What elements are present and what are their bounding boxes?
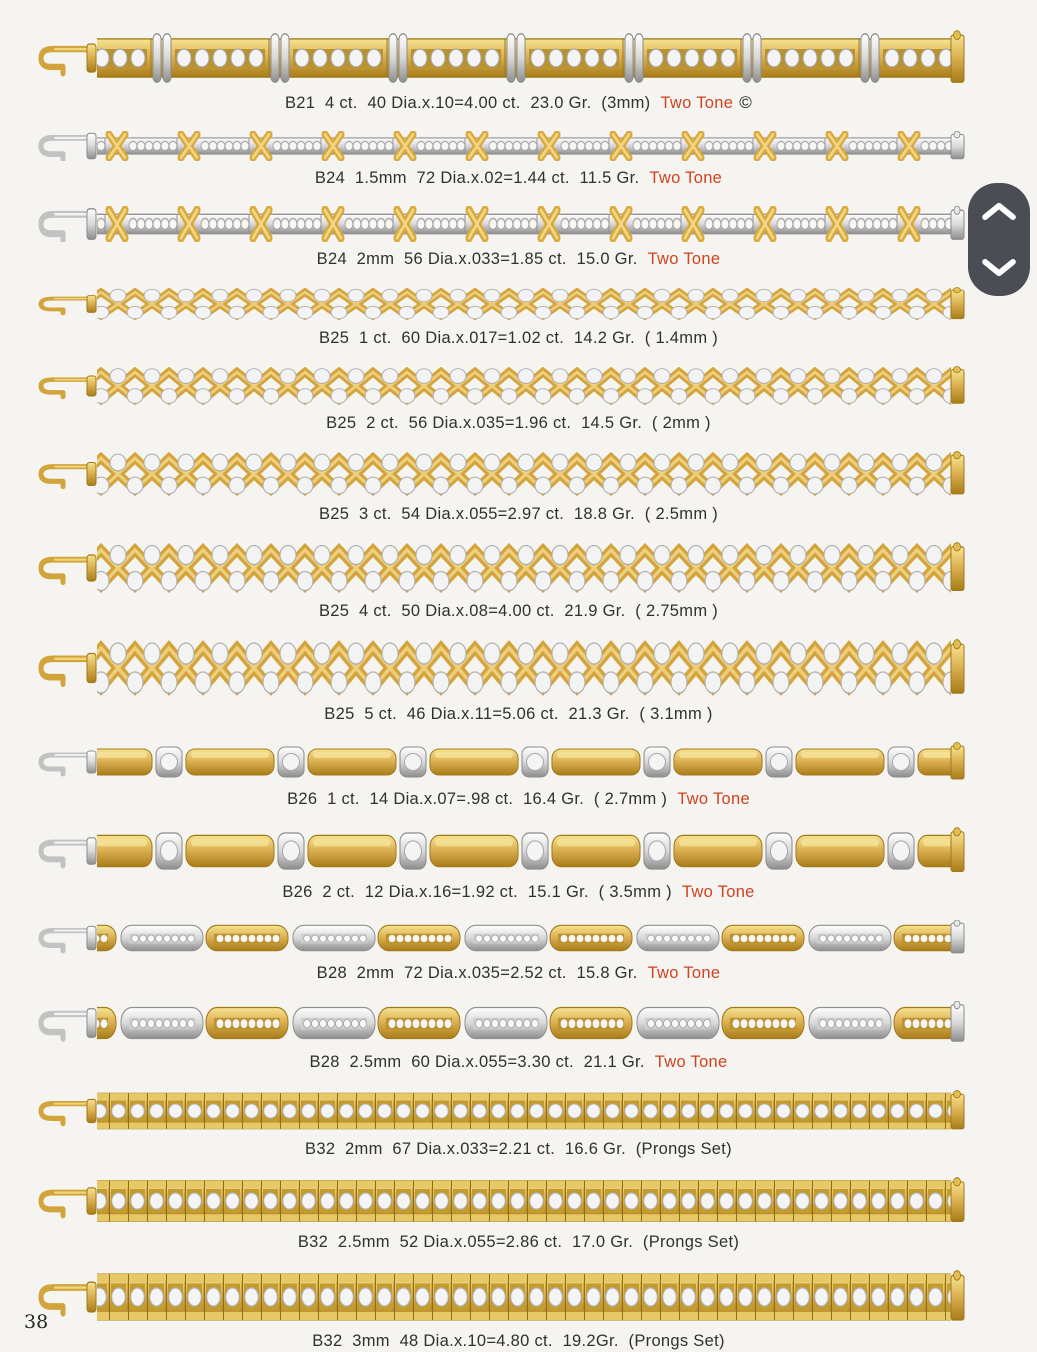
caption-text: B24 2mm 56 Dia.x.033=1.85 ct. 15.0 Gr. — [316, 250, 638, 268]
product-row-b24-2 — [0, 206, 1037, 270]
product-row-b21 — [0, 30, 1037, 114]
bracelet-b26-image — [33, 742, 978, 782]
caption-text: B21 4 ct. 40 Dia.x.10=4.00 ct. 23.0 Gr. (3mm) — [284, 94, 651, 112]
product-caption — [315, 167, 722, 189]
product-row-b26-2 — [0, 827, 1037, 903]
two-tone-label: Two Tone — [647, 250, 721, 268]
copyright-mark: © — [739, 93, 753, 112]
bracelet-b25-image — [33, 287, 978, 321]
product-caption — [319, 503, 718, 525]
caption-text: B25 2 ct. 56 Dia.x.035=1.96 ct. 14.5 Gr. ( 2mm ) — [326, 414, 711, 432]
two-tone-label: Two Tone — [654, 1053, 728, 1071]
caption-text: B25 3 ct. 54 Dia.x.055=2.97 ct. 18.8 Gr. ( 2.5mm ) — [318, 505, 719, 523]
product-caption — [312, 1330, 725, 1352]
scroll-widget — [968, 183, 1030, 296]
product-row-b25-3 — [0, 451, 1037, 525]
caption-text: B28 2.5mm 60 Dia.x.055=3.30 ct. 21.1 Gr. — [309, 1053, 645, 1071]
two-tone-label: Two Tone — [647, 964, 721, 982]
bracelet-b26-image — [33, 827, 978, 875]
caption-text: B26 1 ct. 14 Dia.x.07=.98 ct. 16.4 Gr. ( 2.7mm ) — [287, 790, 668, 808]
product-row-b26-1 — [0, 742, 1037, 810]
bracelet-b21-image — [33, 30, 978, 86]
bracelet-b25-image — [33, 366, 978, 406]
bracelet-b32-image — [33, 1090, 978, 1132]
product-row-b25-5 — [0, 639, 1037, 725]
scroll-down-button[interactable] — [968, 254, 1030, 282]
caption-text: B24 1.5mm 72 Dia.x.02=1.44 ct. 11.5 Gr. — [314, 169, 640, 187]
product-row-b25-1 — [0, 287, 1037, 349]
product-row-b25-4 — [0, 542, 1037, 622]
product-caption — [305, 1138, 732, 1160]
product-row-b28-2 — [0, 920, 1037, 984]
two-tone-label: Two Tone — [649, 169, 723, 187]
chevron-down-icon — [978, 256, 1020, 280]
product-caption — [324, 703, 712, 725]
product-caption — [309, 1051, 727, 1073]
scroll-up-button[interactable] — [968, 197, 1030, 225]
product-caption — [326, 412, 711, 434]
product-caption — [287, 788, 750, 810]
two-tone-label: Two Tone — [660, 94, 734, 112]
product-row-b24-15 — [0, 131, 1037, 189]
product-caption — [319, 600, 718, 622]
bracelet-b28-image — [33, 1001, 978, 1045]
bracelet-b28-image — [33, 920, 978, 956]
product-row-b32-3 — [0, 1270, 1037, 1352]
product-caption — [317, 248, 721, 270]
two-tone-label: Two Tone — [677, 790, 750, 808]
caption-text: B32 2.5mm 52 Dia.x.055=2.86 ct. 17.0 Gr. (Prongs Set) — [297, 1233, 740, 1251]
bracelet-b32-image — [33, 1270, 978, 1324]
product-caption — [282, 881, 754, 903]
caption-text: B25 4 ct. 50 Dia.x.08=4.00 ct. 21.9 Gr. ( 2.75mm ) — [318, 602, 719, 620]
two-tone-label: Two Tone — [681, 883, 755, 901]
product-caption — [298, 1231, 739, 1253]
product-caption — [319, 327, 718, 349]
product-caption — [317, 962, 721, 984]
product-row-b32-25 — [0, 1177, 1037, 1253]
chevron-up-icon — [978, 199, 1020, 223]
product-row-b28-25 — [0, 1001, 1037, 1073]
product-caption — [285, 92, 752, 114]
caption-text: B28 2mm 72 Dia.x.035=2.52 ct. 15.8 Gr. — [316, 964, 638, 982]
bracelet-b32-image — [33, 1177, 978, 1225]
bracelet-b25-image — [33, 639, 978, 697]
page-number: 38 — [24, 1311, 49, 1333]
product-row-b25-2 — [0, 366, 1037, 434]
caption-text: B32 3mm 48 Dia.x.10=4.80 ct. 19.2Gr. (Prongs Set) — [312, 1332, 725, 1350]
caption-text: B32 2mm 67 Dia.x.033=2.21 ct. 16.6 Gr. (Prongs Set) — [305, 1140, 732, 1158]
bracelet-b24-image — [33, 206, 978, 242]
product-row-b32-2 — [0, 1090, 1037, 1160]
caption-text: B25 5 ct. 46 Dia.x.11=5.06 ct. 21.3 Gr. ( 3.1mm ) — [324, 705, 713, 723]
caption-text: B25 1 ct. 60 Dia.x.017=1.02 ct. 14.2 Gr. ( 1.4mm ) — [318, 329, 719, 347]
bracelet-b25-image — [33, 542, 978, 594]
bracelet-b24-image — [33, 131, 978, 161]
bracelet-b25-image — [33, 451, 978, 497]
caption-text: B26 2 ct. 12 Dia.x.16=1.92 ct. 15.1 Gr. ( 3.5mm ) — [282, 883, 672, 901]
